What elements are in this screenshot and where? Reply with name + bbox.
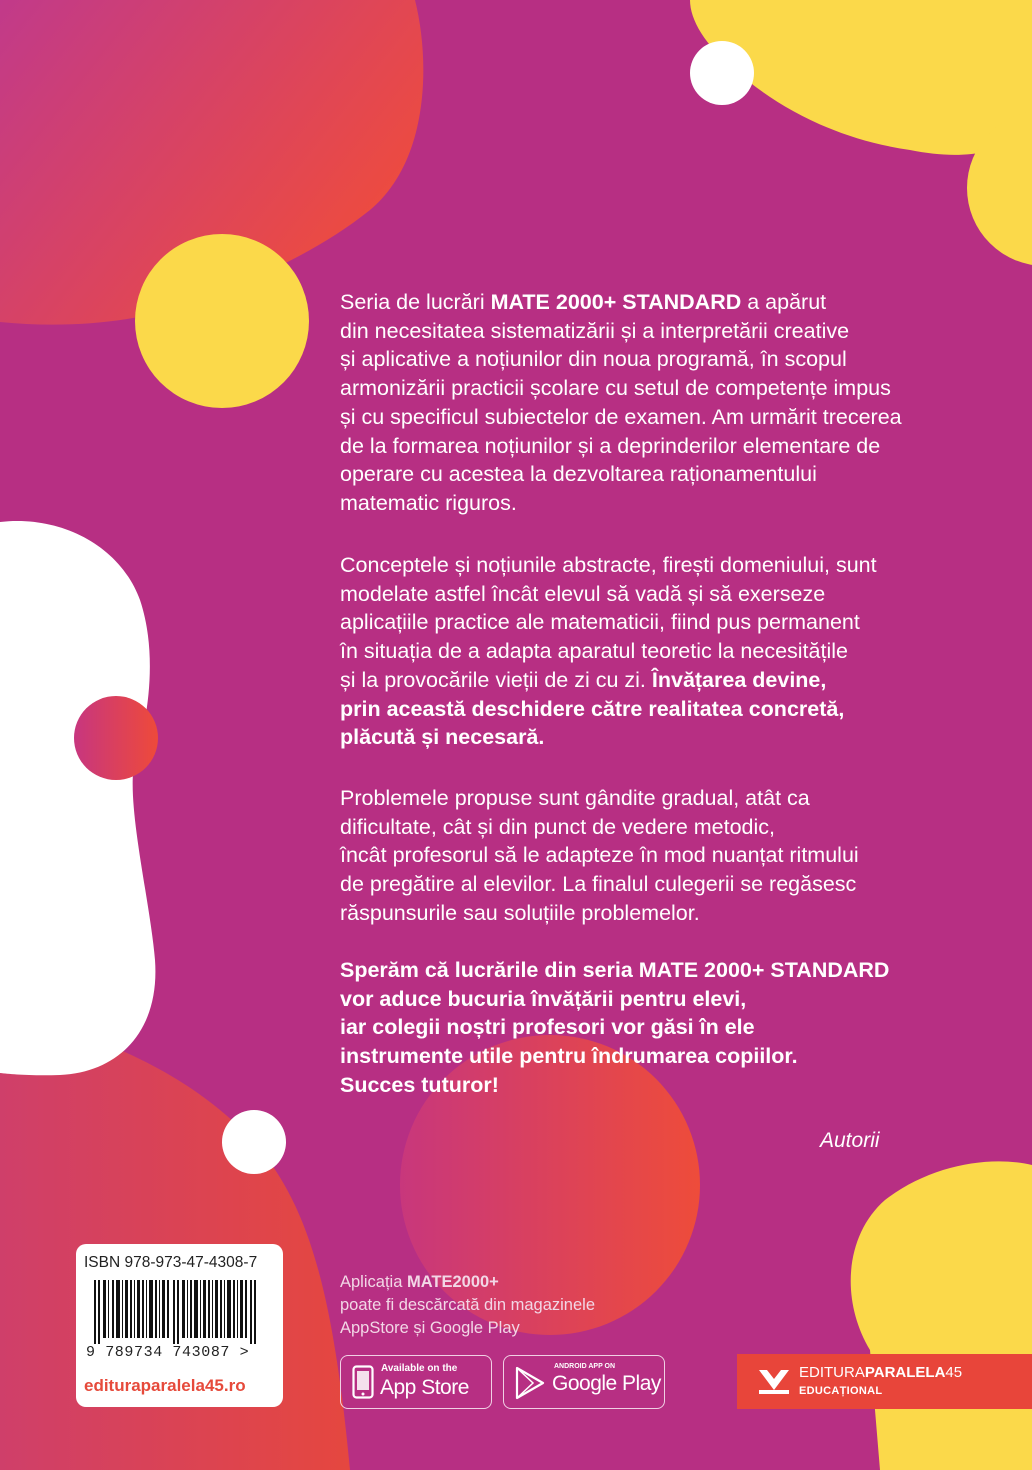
google-play-small-label: ANDROID APP ON (554, 1363, 616, 1370)
text-line: AppStore și Google Play (340, 1319, 520, 1337)
orange-circle-left (74, 696, 158, 780)
text-line: Sperăm că lucrările din seria MATE 2000+ STANDARD (340, 958, 890, 982)
text-line: din necesitatea sistematizării și a interpretării creative (340, 318, 850, 343)
authors-signature: Autorii (820, 1129, 880, 1152)
text-line: dificultate, cât și din punct de vedere metodic, (340, 814, 776, 839)
publisher-logo (737, 1354, 1032, 1409)
text-line: Problemele propuse sunt gândite gradual, atât ca (340, 786, 810, 810)
publisher-name: EDITURAPARALELA45 (799, 1364, 963, 1381)
text-line: în situația de a adapta aparatul teoretic la necesitățile (340, 639, 848, 664)
text-line: Seria de lucrări MATE 2000+ STANDARD a apărut (340, 290, 827, 314)
app-promo-text (340, 1271, 595, 1340)
problems-paragraph (340, 784, 1000, 928)
text-line: armonizării practicii școlare cu setul de competențe impus (340, 376, 891, 401)
text-line: plăcută și necesară. (340, 725, 545, 750)
yellow-blob-bottom-right (851, 1161, 1032, 1470)
text-line: Conceptele și noțiunile abstracte, firești domeniului, sunt (340, 553, 877, 577)
intro-paragraph (340, 288, 1000, 518)
text-line: încât profesorul să le adapteze în mod nuanțat ritmului (340, 843, 859, 868)
text-line: vor aduce bucuria învățării pentru elevi, (340, 986, 747, 1011)
white-dot-top (690, 41, 754, 105)
text-line: răspunsurile sau soluțiile problemelor. (340, 900, 700, 925)
text-line: prin această deschidere către realitatea concretă, (340, 696, 845, 721)
text-line: de pregătire al elevilor. La finalul culegerii se regăsesc (340, 872, 857, 897)
text-line: și aplicative a noțiunilor din noua programă, în scopul (340, 347, 847, 372)
publisher-website-link[interactable]: edituraparalela45.ro (84, 1376, 246, 1395)
text-line: Aplicația MATE2000+ (340, 1273, 499, 1291)
smartphone-icon (352, 1365, 374, 1399)
text-line: și cu specificul subiectelor de examen. Am urmărit trecerea (340, 404, 902, 429)
text-line: poate fi descărcată din magazinele (340, 1296, 595, 1314)
chevron-logo-icon (757, 1366, 791, 1396)
app-store-small-label: Available on the (381, 1363, 458, 1374)
text-line: instrumente utile pentru îndrumarea copiilor. (340, 1044, 798, 1069)
barcode (94, 1280, 266, 1344)
white-blob-left (0, 521, 155, 1075)
app-store-badge[interactable] (340, 1355, 492, 1409)
app-store-label: App Store (380, 1376, 469, 1399)
play-triangle-icon (514, 1366, 546, 1400)
text-line: iar colegii noștri profesori vor găsi în ele (340, 1015, 755, 1040)
isbn-box (76, 1244, 283, 1407)
barcode-digits: 9 789734 743087 > (86, 1344, 250, 1361)
text-line: matematic riguros. (340, 490, 517, 515)
text-line: Succes tuturor! (340, 1072, 499, 1097)
text-line: operare cu acestea la dezvoltarea raționamentului (340, 462, 817, 487)
closing-paragraph (340, 956, 1000, 1100)
yellow-circle-left (135, 234, 309, 408)
google-play-label: Google Play (552, 1372, 661, 1395)
google-play-badge[interactable] (503, 1355, 665, 1409)
text-line: modelate astfel încât elevul să vadă și să exerseze (340, 581, 826, 606)
text-line: și la provocările vieții de zi cu zi. Învățarea devine, (340, 667, 827, 692)
publisher-subtitle: EDUCAȚIONAL (799, 1385, 883, 1397)
white-dot-bottom (222, 1110, 286, 1174)
text-line: de la formarea noțiunilor și a deprinderilor elementare de (340, 433, 881, 458)
isbn-label: ISBN 978-973-47-4308-7 (84, 1254, 258, 1271)
concepts-paragraph (340, 551, 1000, 752)
text-line: aplicațiile practice ale matematicii, fiind pus permanent (340, 610, 860, 635)
